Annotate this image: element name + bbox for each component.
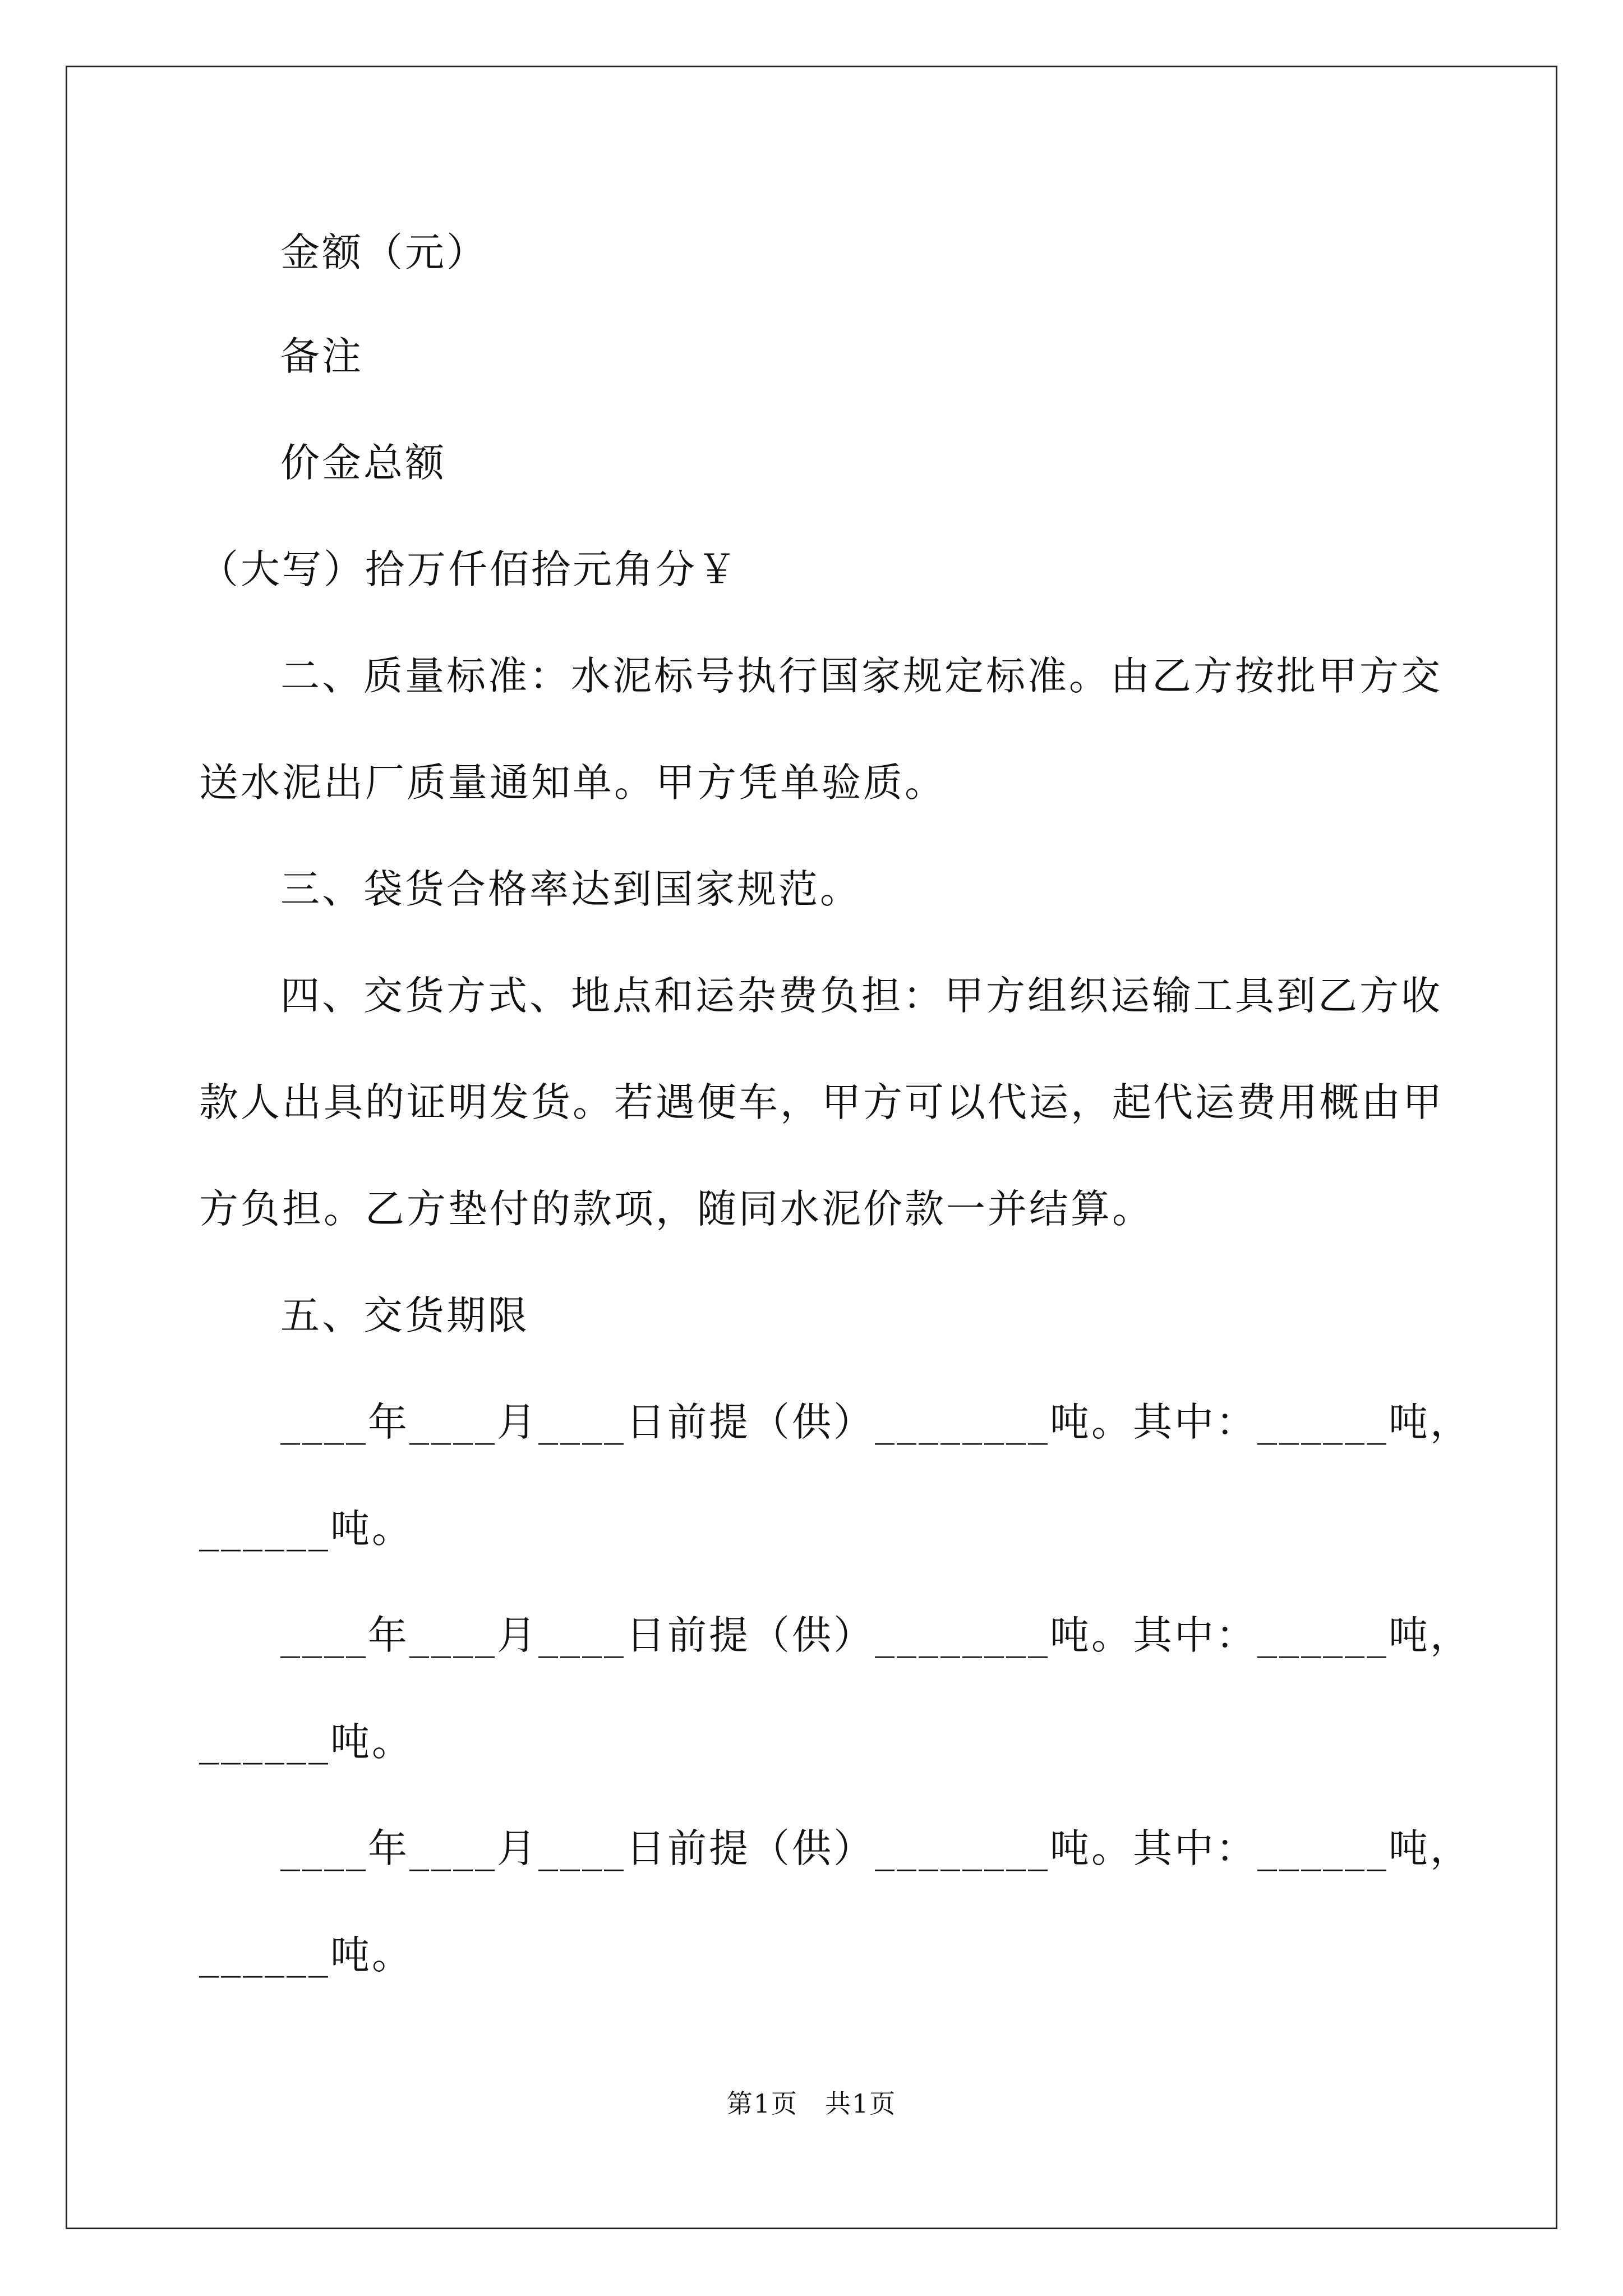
text-line-quality-standard-cont: 送水泥出厂质量通知单。甲方凭单验质。 — [199, 760, 946, 806]
page-footer: 第1页 共1页 — [726, 2088, 897, 2119]
text-line-schedule-1: ____年____月____日前提（供）________吨。其中：______吨， — [280, 1399, 1472, 1445]
text-line-schedule-2: ____年____月____日前提（供）________吨。其中：______吨， — [280, 1612, 1472, 1658]
text-line-amount: 金额（元） — [280, 229, 488, 275]
text-line-delivery-deadline: 五、交货期限 — [280, 1292, 529, 1338]
text-line-quality-standard: 二、质量标准：水泥标号执行国家规定标准。由乙方按批甲方交 — [280, 653, 1442, 699]
text-line-total-price: 价金总额 — [280, 440, 446, 486]
text-line-capital-amount: （大写）拾万仟佰拾元角分￥ — [199, 546, 739, 592]
text-line-delivery-method-cont-2: 方负担。乙方垫付的款项，随同水泥价款一并结算。 — [199, 1186, 1154, 1232]
text-line-delivery-method-cont-1: 款人出具的证明发货。若遇便车，甲方可以代运，起代运费用概由甲 — [199, 1079, 1444, 1125]
text-line-schedule-3-cont: ______吨。 — [199, 1932, 413, 1978]
text-line-schedule-1-cont: ______吨。 — [199, 1506, 413, 1552]
page-border — [66, 66, 1557, 2229]
text-line-schedule-2-cont: ______吨。 — [199, 1719, 413, 1765]
text-line-bag-qualification: 三、袋货合格率达到国家规范。 — [280, 866, 861, 912]
text-line-remarks: 备注 — [280, 333, 363, 379]
text-line-schedule-3: ____年____月____日前提（供）________吨。其中：______吨， — [280, 1825, 1472, 1871]
text-line-delivery-method: 四、交货方式、地点和运杂费负担：甲方组织运输工具到乙方收 — [280, 973, 1442, 1019]
